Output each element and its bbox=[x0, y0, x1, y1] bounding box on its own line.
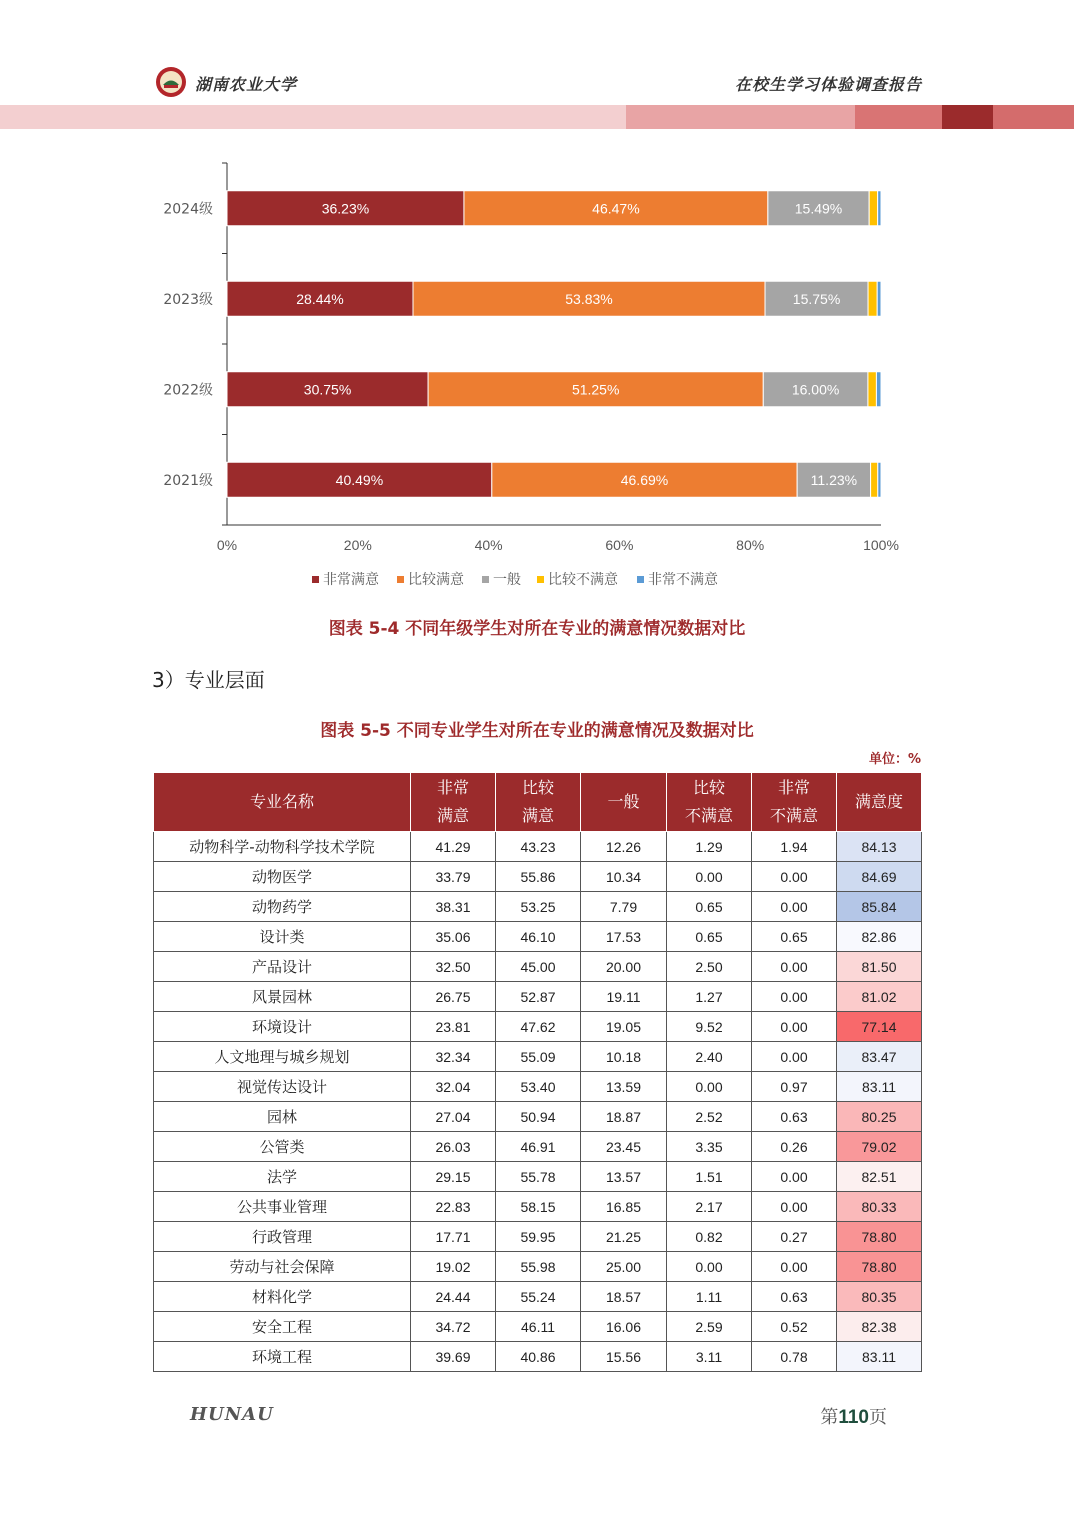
cell-satisfied: 47.62 bbox=[496, 1012, 581, 1042]
header-text-line: 比较 bbox=[692, 778, 725, 797]
cell-dissatisfied: 2.59 bbox=[667, 1312, 752, 1342]
cell-dissatisfied: 3.35 bbox=[667, 1132, 752, 1162]
bar-data-label: 40.49% bbox=[335, 471, 384, 488]
cell-very-dissatisfied: 0.00 bbox=[752, 982, 837, 1012]
cell-satisfied: 46.11 bbox=[496, 1312, 581, 1342]
cell-dissatisfied: 0.00 bbox=[667, 1072, 752, 1102]
bar-data-label: 15.49% bbox=[794, 200, 843, 217]
cell-very-satisfied: 17.71 bbox=[411, 1222, 496, 1252]
cell-very-dissatisfied: 0.63 bbox=[752, 1102, 837, 1132]
cell-satisfaction: 80.25 bbox=[837, 1102, 922, 1132]
cell-satisfaction: 78.80 bbox=[837, 1252, 922, 1282]
cell-very-dissatisfied: 0.00 bbox=[752, 1162, 837, 1192]
bar-data-label: 28.44% bbox=[296, 290, 344, 307]
footer-logo-text: HUNAU bbox=[190, 1404, 274, 1425]
cell-very-dissatisfied: 0.00 bbox=[752, 1252, 837, 1282]
y-category-label: 2022级 bbox=[163, 382, 213, 399]
cell-satisfied: 55.78 bbox=[496, 1162, 581, 1192]
legend-swatch bbox=[637, 576, 644, 583]
bar-data-label: 46.69% bbox=[620, 471, 669, 488]
cell-major-name: 园林 bbox=[154, 1102, 411, 1132]
cell-neutral: 7.79 bbox=[581, 892, 667, 922]
table-row bbox=[154, 1102, 922, 1132]
page-suffix: 页 bbox=[869, 1407, 887, 1428]
legend-label: 一般 bbox=[493, 572, 521, 588]
cell-very-satisfied: 32.34 bbox=[411, 1042, 496, 1072]
cell-satisfaction: 84.13 bbox=[837, 832, 922, 862]
cell-neutral: 16.06 bbox=[581, 1312, 667, 1342]
cell-satisfied: 45.00 bbox=[496, 952, 581, 982]
chart-caption: 图表 5-4 不同年级学生对所在专业的满意情况数据对比 bbox=[328, 619, 746, 639]
header-major-name bbox=[154, 773, 411, 832]
cell-satisfied: 55.09 bbox=[496, 1042, 581, 1072]
cell-dissatisfied: 1.11 bbox=[667, 1282, 752, 1312]
cell-very-satisfied: 22.83 bbox=[411, 1192, 496, 1222]
cell-very-satisfied: 32.50 bbox=[411, 952, 496, 982]
legend-label: 非常不满意 bbox=[648, 572, 718, 588]
cell-neutral: 25.00 bbox=[581, 1252, 667, 1282]
table-row bbox=[154, 1282, 922, 1312]
legend-label: 比较满意 bbox=[408, 572, 464, 588]
cell-major-name: 材料化学 bbox=[154, 1282, 411, 1312]
x-tick-label: 40% bbox=[474, 537, 503, 553]
header-text-line: 满意度 bbox=[854, 792, 903, 811]
cell-dissatisfied: 2.52 bbox=[667, 1102, 752, 1132]
cell-very-satisfied: 26.03 bbox=[411, 1132, 496, 1162]
bar-segment bbox=[868, 372, 877, 407]
header-text-line: 非常 bbox=[436, 778, 469, 797]
cell-very-dissatisfied: 0.00 bbox=[752, 892, 837, 922]
cell-major-name: 人文地理与城乡规划 bbox=[154, 1042, 411, 1072]
bar-data-label: 36.23% bbox=[321, 200, 370, 217]
bar-data-label: 53.83% bbox=[565, 290, 613, 307]
y-category-label: 2023级 bbox=[163, 291, 213, 308]
cell-satisfaction: 80.35 bbox=[837, 1282, 922, 1312]
cell-satisfaction: 83.47 bbox=[837, 1042, 922, 1072]
header-text-line: 专业名称 bbox=[249, 792, 314, 811]
bar-segment bbox=[868, 281, 877, 316]
x-tick-label: 20% bbox=[343, 537, 372, 553]
cell-satisfied: 55.24 bbox=[496, 1282, 581, 1312]
cell-very-dissatisfied: 0.00 bbox=[752, 1012, 837, 1042]
cell-neutral: 13.57 bbox=[581, 1162, 667, 1192]
cell-major-name: 动物医学 bbox=[154, 862, 411, 892]
cell-very-satisfied: 32.04 bbox=[411, 1072, 496, 1102]
cell-satisfied: 43.23 bbox=[496, 832, 581, 862]
table-row bbox=[154, 1162, 922, 1192]
bar-data-label: 46.47% bbox=[592, 200, 640, 217]
cell-major-name: 视觉传达设计 bbox=[154, 1072, 411, 1102]
cell-dissatisfied: 1.51 bbox=[667, 1162, 752, 1192]
cell-satisfied: 40.86 bbox=[496, 1342, 581, 1372]
header-dissatisfied bbox=[667, 773, 752, 832]
cell-very-satisfied: 26.75 bbox=[411, 982, 496, 1012]
cell-dissatisfied: 0.82 bbox=[667, 1222, 752, 1252]
header-text-line: 一般 bbox=[607, 792, 640, 811]
table-row bbox=[154, 832, 922, 862]
y-category-label: 2024级 bbox=[163, 201, 213, 218]
cell-very-dissatisfied: 0.65 bbox=[752, 922, 837, 952]
cell-very-dissatisfied: 0.00 bbox=[752, 862, 837, 892]
cell-satisfaction: 81.50 bbox=[837, 952, 922, 982]
cell-very-satisfied: 33.79 bbox=[411, 862, 496, 892]
cell-neutral: 16.85 bbox=[581, 1192, 667, 1222]
cell-neutral: 12.26 bbox=[581, 832, 667, 862]
cell-very-satisfied: 19.02 bbox=[411, 1252, 496, 1282]
cell-dissatisfied: 0.65 bbox=[667, 892, 752, 922]
cell-dissatisfied: 3.11 bbox=[667, 1342, 752, 1372]
bar-segment bbox=[878, 462, 881, 497]
cell-very-satisfied: 23.81 bbox=[411, 1012, 496, 1042]
cell-very-satisfied: 29.15 bbox=[411, 1162, 496, 1192]
table-row bbox=[154, 1042, 922, 1072]
header-university-name: 湖南农业大学 bbox=[195, 75, 298, 94]
table-row bbox=[154, 982, 922, 1012]
cell-very-dissatisfied: 1.94 bbox=[752, 832, 837, 862]
cell-dissatisfied: 2.17 bbox=[667, 1192, 752, 1222]
cell-very-dissatisfied: 0.52 bbox=[752, 1312, 837, 1342]
cell-satisfaction: 82.86 bbox=[837, 922, 922, 952]
cell-neutral: 23.45 bbox=[581, 1132, 667, 1162]
header-text-line: 不满意 bbox=[769, 806, 818, 825]
table-body bbox=[154, 832, 922, 1372]
cell-neutral: 10.18 bbox=[581, 1042, 667, 1072]
cell-very-dissatisfied: 0.97 bbox=[752, 1072, 837, 1102]
header-satisfaction bbox=[837, 773, 922, 832]
cell-dissatisfied: 0.00 bbox=[667, 1252, 752, 1282]
cell-satisfaction: 80.33 bbox=[837, 1192, 922, 1222]
cell-neutral: 19.05 bbox=[581, 1012, 667, 1042]
header-very-satisfied bbox=[411, 773, 496, 832]
unit-label: 单位：% bbox=[868, 752, 921, 767]
cell-satisfaction: 79.02 bbox=[837, 1132, 922, 1162]
x-tick-label: 80% bbox=[736, 537, 765, 553]
x-tick-label: 100% bbox=[863, 537, 899, 553]
cell-neutral: 20.00 bbox=[581, 952, 667, 982]
cell-satisfaction: 85.84 bbox=[837, 892, 922, 922]
table-row bbox=[154, 1312, 922, 1342]
cell-satisfaction: 82.51 bbox=[837, 1162, 922, 1192]
bar-data-label: 16.00% bbox=[791, 381, 840, 398]
cell-dissatisfied: 9.52 bbox=[667, 1012, 752, 1042]
cell-very-dissatisfied: 0.00 bbox=[752, 1042, 837, 1072]
cell-very-dissatisfied: 0.00 bbox=[752, 952, 837, 982]
bar-segment bbox=[878, 191, 881, 226]
cell-very-satisfied: 27.04 bbox=[411, 1102, 496, 1132]
y-category-label: 2021级 bbox=[163, 472, 213, 489]
cell-satisfied: 55.86 bbox=[496, 862, 581, 892]
cell-satisfied: 59.95 bbox=[496, 1222, 581, 1252]
cell-satisfaction: 77.14 bbox=[837, 1012, 922, 1042]
bar-data-label: 30.75% bbox=[303, 381, 352, 398]
cell-very-dissatisfied: 0.26 bbox=[752, 1132, 837, 1162]
header-text-line: 不满意 bbox=[684, 806, 733, 825]
page-number-value: 110 bbox=[838, 1407, 869, 1428]
legend-swatch bbox=[537, 576, 544, 583]
header-text-line: 非常 bbox=[777, 778, 810, 797]
table-row bbox=[154, 892, 922, 922]
legend-label: 非常满意 bbox=[323, 572, 379, 588]
cell-major-name: 安全工程 bbox=[154, 1312, 411, 1342]
cell-neutral: 18.57 bbox=[581, 1282, 667, 1312]
cell-satisfied: 46.10 bbox=[496, 922, 581, 952]
cell-neutral: 19.11 bbox=[581, 982, 667, 1012]
cell-satisfaction: 81.02 bbox=[837, 982, 922, 1012]
cell-very-dissatisfied: 0.27 bbox=[752, 1222, 837, 1252]
bar-segment bbox=[871, 462, 878, 497]
cell-satisfaction: 83.11 bbox=[837, 1342, 922, 1372]
header-text-line: 满意 bbox=[436, 806, 469, 825]
bar-data-label: 51.25% bbox=[571, 381, 620, 398]
cell-major-name: 行政管理 bbox=[154, 1222, 411, 1252]
section-title: 3）专业层面 bbox=[152, 668, 265, 692]
bar-data-label: 15.75% bbox=[792, 290, 841, 307]
cell-major-name: 法学 bbox=[154, 1162, 411, 1192]
cell-satisfied: 52.87 bbox=[496, 982, 581, 1012]
cell-major-name: 环境工程 bbox=[154, 1342, 411, 1372]
cell-major-name: 劳动与社会保障 bbox=[154, 1252, 411, 1282]
university-logo-icon bbox=[155, 66, 187, 98]
table-row bbox=[154, 1192, 922, 1222]
grade-satisfaction-chart bbox=[150, 155, 930, 605]
cell-major-name: 风景园林 bbox=[154, 982, 411, 1012]
header-text-line: 满意 bbox=[521, 806, 554, 825]
cell-dissatisfied: 2.40 bbox=[667, 1042, 752, 1072]
cell-major-name: 设计类 bbox=[154, 922, 411, 952]
bar-segment bbox=[876, 372, 881, 407]
cell-satisfaction: 82.38 bbox=[837, 1312, 922, 1342]
table-row bbox=[154, 1342, 922, 1372]
bar-segment bbox=[869, 191, 878, 226]
table-row bbox=[154, 1132, 922, 1162]
cell-satisfied: 55.98 bbox=[496, 1252, 581, 1282]
cell-neutral: 17.53 bbox=[581, 922, 667, 952]
cell-neutral: 13.59 bbox=[581, 1072, 667, 1102]
cell-major-name: 动物科学-动物科学技术学院 bbox=[154, 832, 411, 862]
legend-swatch bbox=[312, 576, 319, 583]
table-row bbox=[154, 922, 922, 952]
table-caption: 图表 5-5 不同专业学生对所在专业的满意情况及数据对比 bbox=[320, 721, 754, 741]
header-band-3 bbox=[855, 105, 942, 129]
table-row bbox=[154, 1072, 922, 1102]
header-report-title: 在校生学习体验调查报告 bbox=[734, 75, 922, 94]
cell-satisfied: 58.15 bbox=[496, 1192, 581, 1222]
header-satisfied bbox=[496, 773, 581, 832]
cell-very-satisfied: 34.72 bbox=[411, 1312, 496, 1342]
bar-segment bbox=[877, 281, 881, 316]
header-band-4 bbox=[942, 105, 993, 129]
cell-very-dissatisfied: 0.78 bbox=[752, 1342, 837, 1372]
table-row bbox=[154, 952, 922, 982]
cell-satisfaction: 83.11 bbox=[837, 1072, 922, 1102]
cell-very-satisfied: 39.69 bbox=[411, 1342, 496, 1372]
cell-neutral: 15.56 bbox=[581, 1342, 667, 1372]
cell-very-dissatisfied: 0.63 bbox=[752, 1282, 837, 1312]
table-row bbox=[154, 1252, 922, 1282]
cell-dissatisfied: 1.27 bbox=[667, 982, 752, 1012]
cell-dissatisfied: 0.65 bbox=[667, 922, 752, 952]
cell-satisfied: 53.40 bbox=[496, 1072, 581, 1102]
table-row bbox=[154, 1222, 922, 1252]
page-prefix: 第 bbox=[820, 1407, 839, 1428]
cell-major-name: 动物药学 bbox=[154, 892, 411, 922]
header-neutral bbox=[581, 773, 667, 832]
header-text-line: 比较 bbox=[521, 778, 554, 797]
cell-dissatisfied: 0.00 bbox=[667, 862, 752, 892]
cell-neutral: 21.25 bbox=[581, 1222, 667, 1252]
major-satisfaction-table bbox=[153, 772, 922, 1372]
cell-satisfied: 50.94 bbox=[496, 1102, 581, 1132]
header-very-dissatisfied bbox=[752, 773, 837, 832]
header-band-1 bbox=[0, 105, 626, 129]
legend-label: 比较不满意 bbox=[548, 572, 618, 588]
cell-very-dissatisfied: 0.00 bbox=[752, 1192, 837, 1222]
cell-major-name: 产品设计 bbox=[154, 952, 411, 982]
cell-neutral: 10.34 bbox=[581, 862, 667, 892]
cell-dissatisfied: 1.29 bbox=[667, 832, 752, 862]
cell-major-name: 环境设计 bbox=[154, 1012, 411, 1042]
table-row bbox=[154, 862, 922, 892]
cell-satisfaction: 78.80 bbox=[837, 1222, 922, 1252]
cell-satisfaction: 84.69 bbox=[837, 862, 922, 892]
page-number bbox=[820, 1403, 887, 1429]
cell-very-satisfied: 38.31 bbox=[411, 892, 496, 922]
cell-very-satisfied: 41.29 bbox=[411, 832, 496, 862]
legend-swatch bbox=[397, 576, 404, 583]
cell-satisfied: 53.25 bbox=[496, 892, 581, 922]
table-row bbox=[154, 1012, 922, 1042]
cell-neutral: 18.87 bbox=[581, 1102, 667, 1132]
header-band-5 bbox=[993, 105, 1074, 129]
x-tick-label: 0% bbox=[216, 537, 238, 553]
cell-satisfied: 46.91 bbox=[496, 1132, 581, 1162]
x-tick-label: 60% bbox=[605, 537, 634, 553]
cell-major-name: 公管类 bbox=[154, 1132, 411, 1162]
bar-data-label: 11.23% bbox=[810, 471, 858, 488]
cell-very-satisfied: 24.44 bbox=[411, 1282, 496, 1312]
legend-swatch bbox=[482, 576, 489, 583]
cell-major-name: 公共事业管理 bbox=[154, 1192, 411, 1222]
cell-dissatisfied: 2.50 bbox=[667, 952, 752, 982]
cell-very-satisfied: 35.06 bbox=[411, 922, 496, 952]
table-header-row bbox=[154, 773, 922, 832]
header-band-2 bbox=[626, 105, 855, 129]
